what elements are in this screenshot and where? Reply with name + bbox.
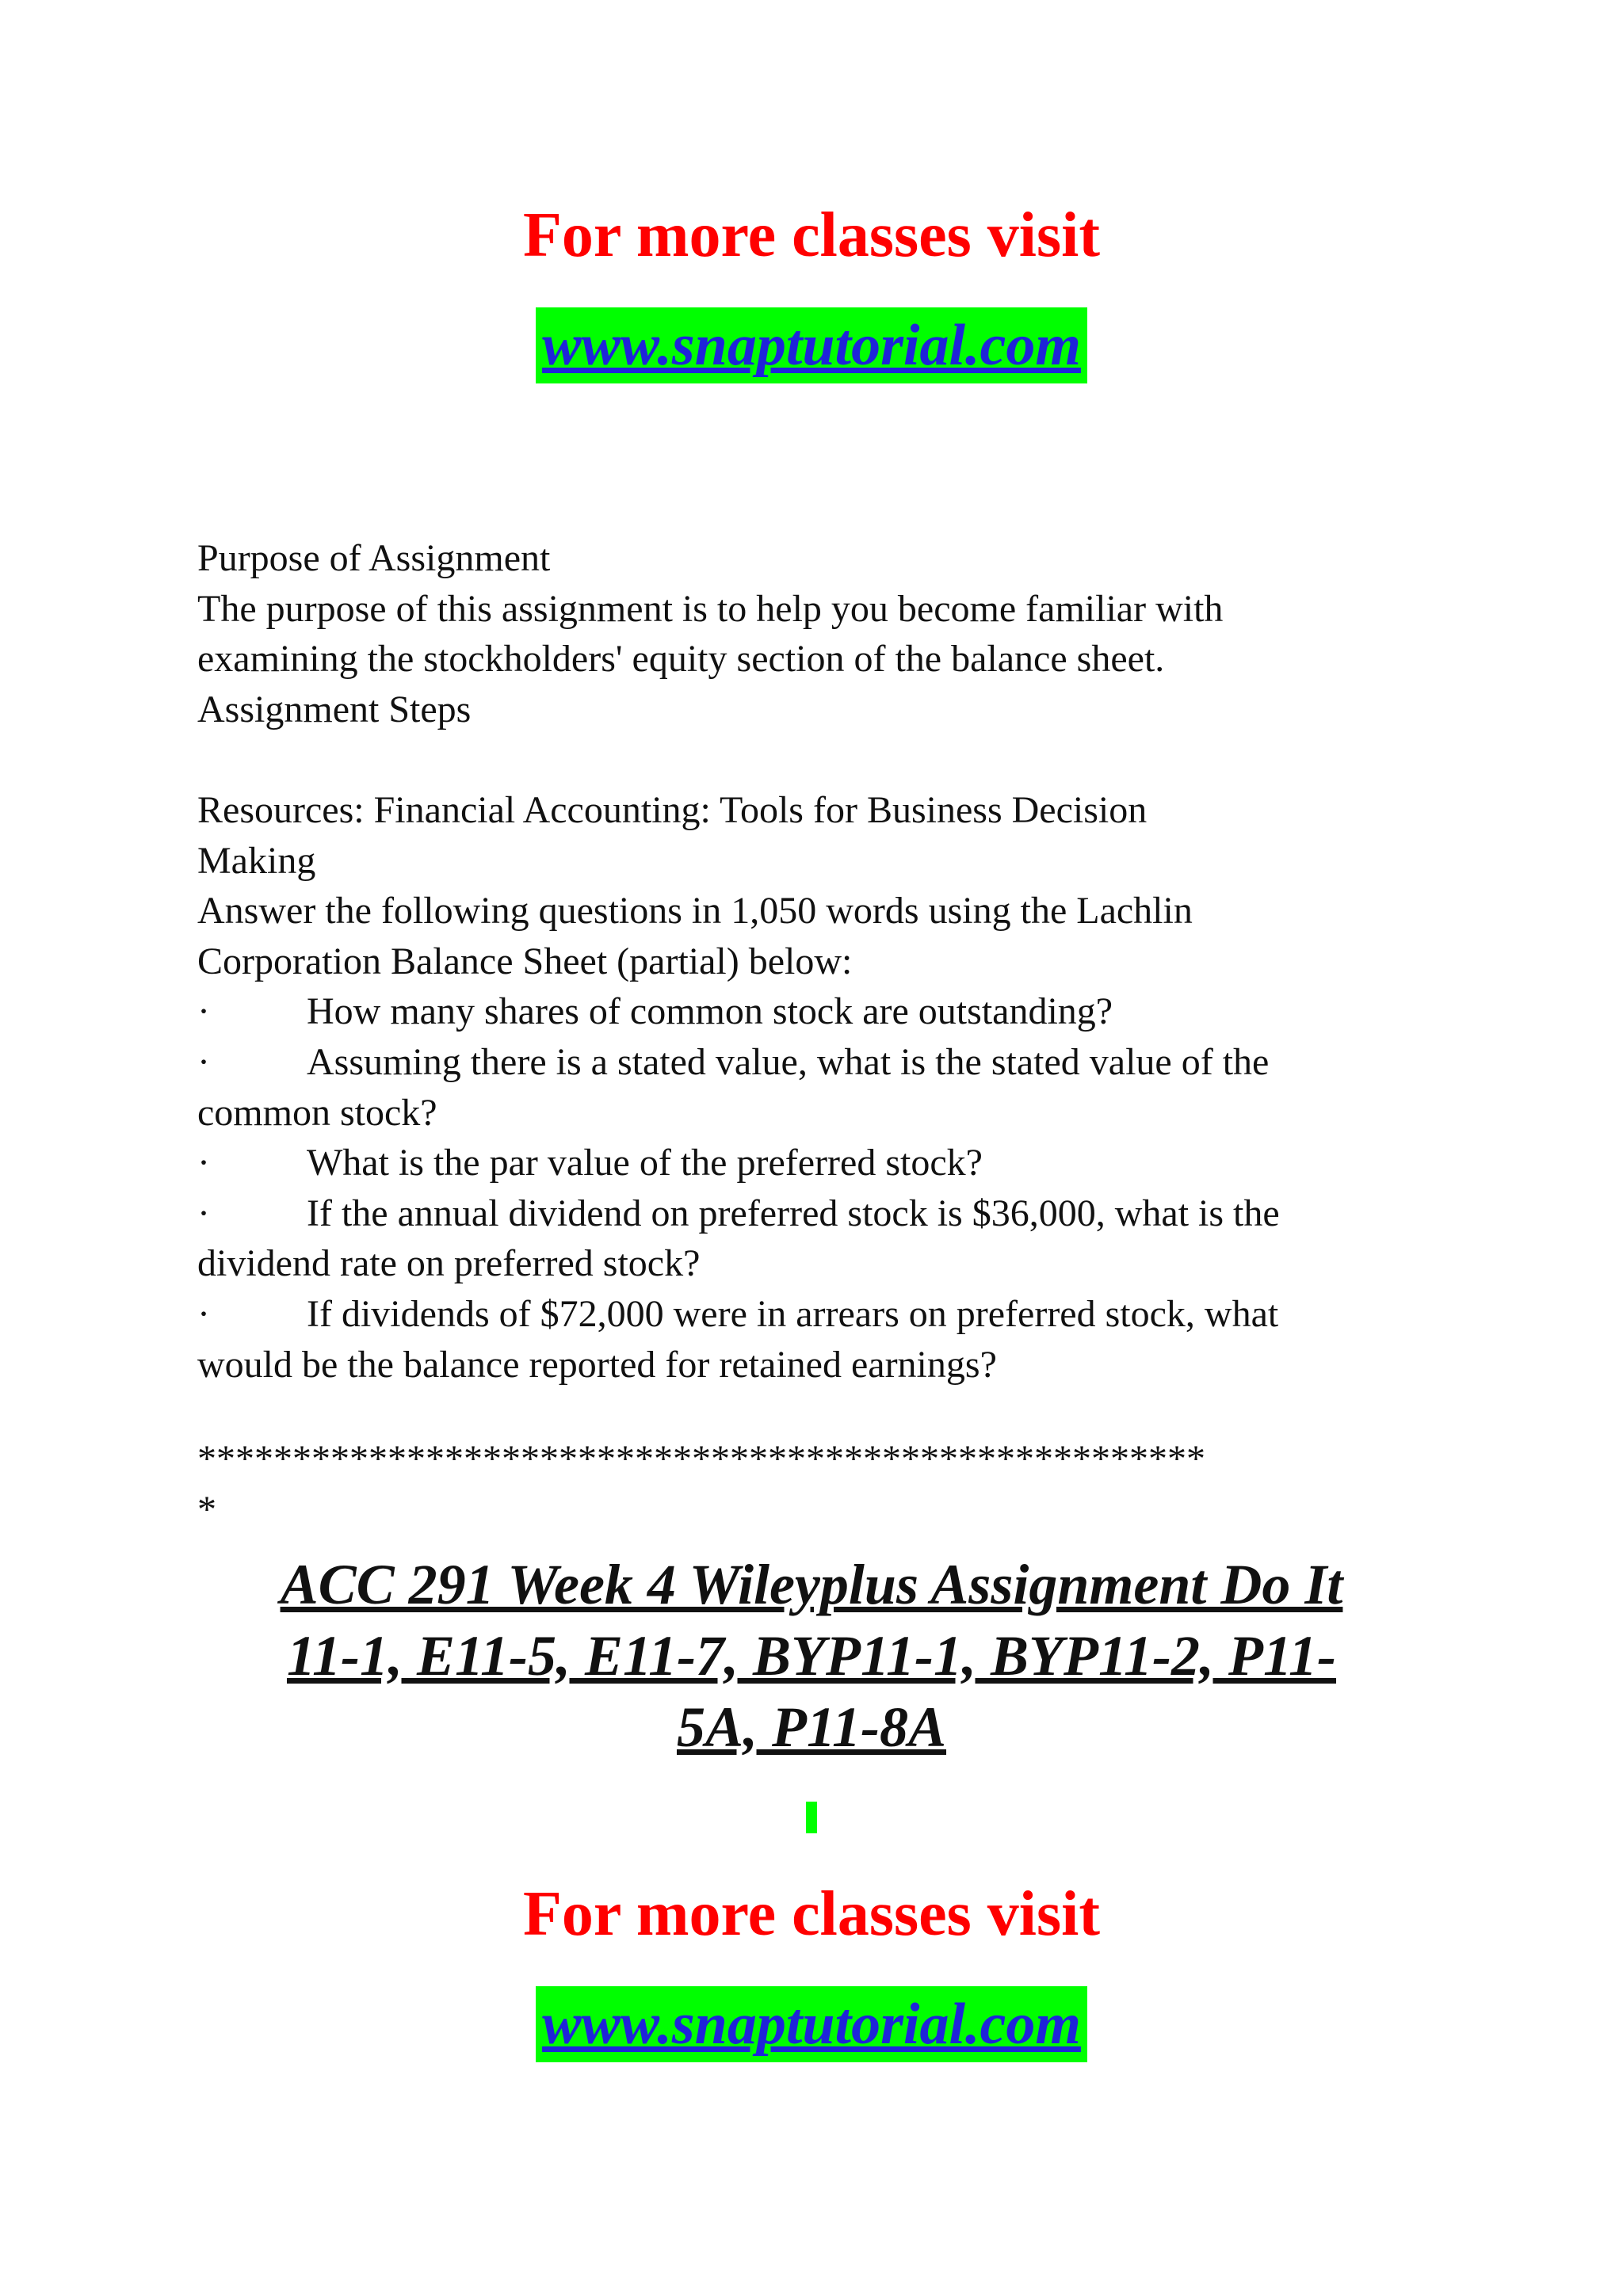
- body-line: Corporation Balance Sheet (partial) below:: [197, 940, 853, 982]
- question-continuation: would be the balance reported for retained earnings?: [197, 1343, 997, 1386]
- heading-line-1[interactable]: ACC 291 Week 4 Wileyplus Assignment Do It: [280, 1553, 1343, 1616]
- question-continuation: common stock?: [197, 1091, 437, 1134]
- heading-line-3[interactable]: 5A, P11-8A: [676, 1695, 947, 1759]
- body-line: Purpose of Assignment: [197, 537, 551, 579]
- question-item: [197, 1188, 1434, 1239]
- question-item: [197, 1138, 1434, 1188]
- question-text: What is the par value of the preferred stock?: [307, 1142, 983, 1184]
- question-text: Assuming there is a stated value, what is the stated value of the: [307, 1040, 1270, 1083]
- body-line: The purpose of this assignment is to help you become familiar with: [197, 587, 1224, 630]
- bullet-dot: ·: [197, 1142, 210, 1184]
- separator-stars: ***************************************************** *: [197, 1438, 1205, 1531]
- assignment-body: [197, 533, 1434, 1390]
- assignment-heading: [0, 1549, 1623, 1763]
- bullet-dot: ·: [197, 1192, 210, 1234]
- question-item: [197, 1037, 1434, 1088]
- bullet-dot: ·: [197, 990, 210, 1033]
- question-text: How many shares of common stock are outstanding?: [307, 990, 1113, 1033]
- body-line: Resources: Financial Accounting: Tools for Business Decision: [197, 788, 1148, 831]
- heading-line-2[interactable]: 11-1, E11-5, E11-7, BYP11-1, BYP11-2, P11-: [286, 1624, 1337, 1688]
- promo-title-top: For more classes visit: [522, 200, 1100, 270]
- question-item: [197, 986, 1434, 1037]
- promo-link-bottom[interactable]: www.snaptutorial.com: [536, 1986, 1087, 2062]
- promo-title-bottom: For more classes visit: [522, 1879, 1100, 1949]
- body-line: Making: [197, 839, 316, 882]
- body-line: Answer the following questions in 1,050 words using the Lachlin: [197, 890, 1193, 933]
- body-line: [197, 734, 1434, 785]
- question-continuation: dividend rate on preferred stock?: [197, 1242, 701, 1285]
- question-text: If dividends of $72,000 were in arrears on preferred stock, what: [307, 1292, 1279, 1335]
- bullet-dot: ·: [197, 1040, 210, 1083]
- promo-link-top[interactable]: www.snaptutorial.com: [536, 307, 1087, 383]
- question-text: If the annual dividend on preferred stock is $36,000, what is the: [307, 1192, 1280, 1234]
- body-line: examining the stockholders' equity section of the balance sheet.: [197, 638, 1165, 681]
- question-item: [197, 1289, 1434, 1340]
- body-line: Assignment Steps: [197, 688, 472, 730]
- bullet-dot: ·: [197, 1292, 210, 1335]
- highlight-marker: [806, 1802, 817, 1833]
